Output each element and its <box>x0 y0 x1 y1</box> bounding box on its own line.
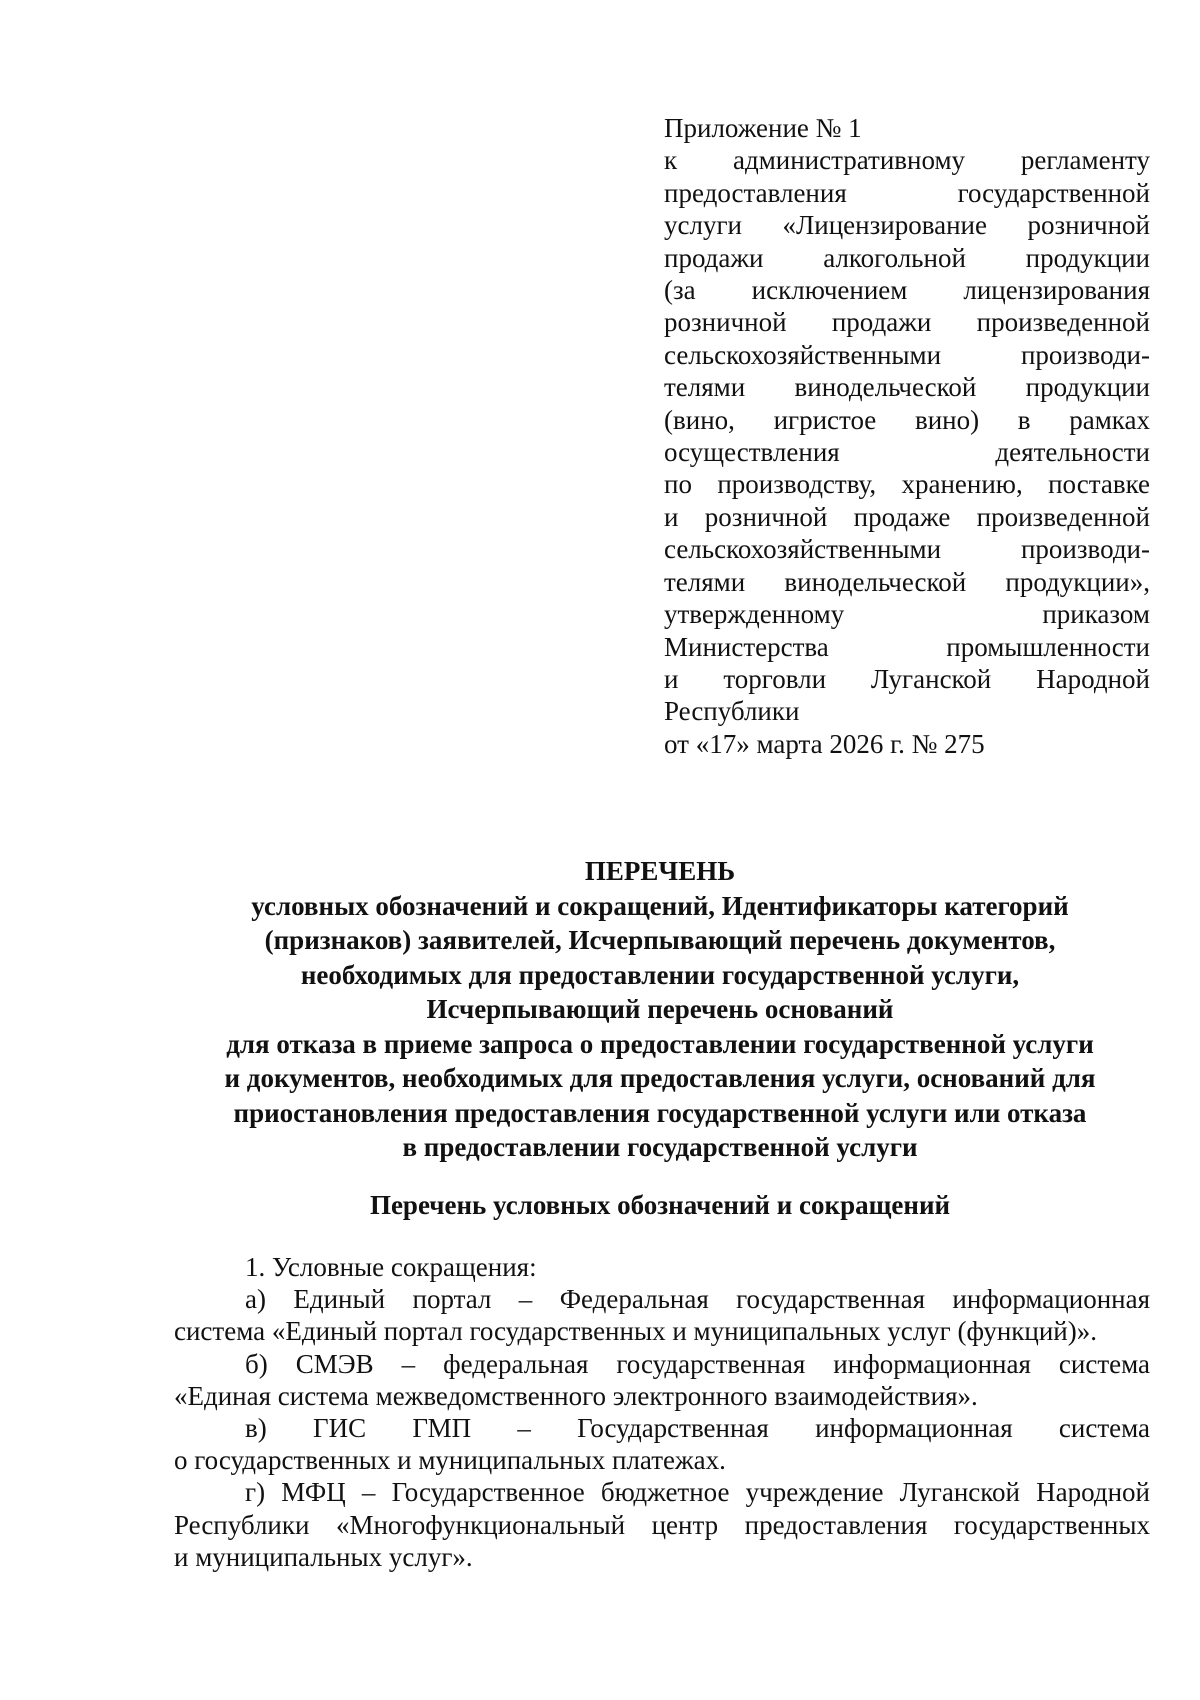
paragraph-line: г) МФЦ – Государственное бюджетное учреждение Луганской Народной <box>245 1477 1150 1508</box>
paragraph-line: б) СМЭВ – федеральная государственная информационная система <box>245 1348 1150 1379</box>
annex-line: к административному регламенту <box>664 145 1150 176</box>
annex-line: по производству, хранению, поставке <box>664 469 1150 500</box>
title-line: условных обозначений и сокращений, Идентификаторы категорий <box>251 890 1069 921</box>
document-title <box>170 854 1150 1165</box>
paragraph-line: 1. Условные сокращения: <box>245 1252 537 1282</box>
annex-date-number: от «17» марта 2026 г. № 275 <box>664 728 985 759</box>
paragraph-line: о государственных и муниципальных платежах. <box>174 1445 726 1476</box>
annex-line: (вино, игристое вино) в рамках <box>664 404 1150 435</box>
annex-line: осуществления деятельности <box>664 437 1150 468</box>
annex-line: предоставления государственной <box>664 177 1150 208</box>
title-line: необходимых для предоставлении государственной услуги, <box>300 959 1020 990</box>
paragraph-line: и муниципальных услуг». <box>174 1541 473 1572</box>
paragraph-line: «Единая система межведомственного электронного взаимодействия». <box>174 1380 978 1411</box>
title-line: приостановления предоставления государственной услуги или отказа <box>233 1097 1087 1128</box>
paragraph-line: а) Единый портал – Федеральная государственная информационная <box>245 1284 1150 1315</box>
annex-line: розничной продажи произведенной <box>664 307 1150 338</box>
annex-line: Министерства промышленности <box>664 631 1150 662</box>
annex-line: и розничной продаже произведенной <box>664 501 1150 532</box>
annex-line: сельскохозяйственными производи- <box>664 534 1150 565</box>
annex-line: телями винодельческой продукции», <box>664 566 1150 597</box>
annex-line: услуги «Лицензирование розничной <box>664 210 1150 241</box>
annex-line: утвержденному приказом <box>664 599 1150 630</box>
paragraph-line: система «Единый портал государственных и муниципальных услуг (функций)». <box>174 1316 1097 1347</box>
annex-line: сельскохозяйственными производи- <box>664 339 1150 370</box>
paragraph-line: в) ГИС ГМП – Государственная информационная система <box>245 1413 1150 1444</box>
title-line: ПЕРЕЧЕНЬ <box>584 856 736 886</box>
title-line: (признаков) заявителей, Исчерпывающий перечень документов, <box>264 925 1056 955</box>
annex-line: Республики <box>664 696 800 727</box>
annex-line: телями винодельческой продукции <box>664 372 1150 403</box>
annex-line: продажи алкогольной продукции <box>664 242 1150 273</box>
document-body <box>174 1251 1150 1573</box>
annex-header <box>664 112 1150 760</box>
annex-line: (за исключением лицензирования <box>664 275 1150 306</box>
paragraph-line: Республики «Многофункциональный центр предоставления государственных <box>174 1509 1150 1540</box>
title-line: и документов, необходимых для предоставления услуги, оснований для <box>224 1063 1096 1093</box>
annex-line: и торговли Луганской Народной <box>664 663 1150 694</box>
title-line: Исчерпывающий перечень оснований <box>426 994 894 1024</box>
section-heading: Перечень условных обозначений и сокращений <box>369 1190 951 1220</box>
annex-line: Приложение № 1 <box>664 113 862 143</box>
title-line: в предоставлении государственной услуги <box>402 1132 918 1162</box>
title-line: для отказа в приеме запроса о предоставлении государственной услуги <box>226 1028 1094 1059</box>
